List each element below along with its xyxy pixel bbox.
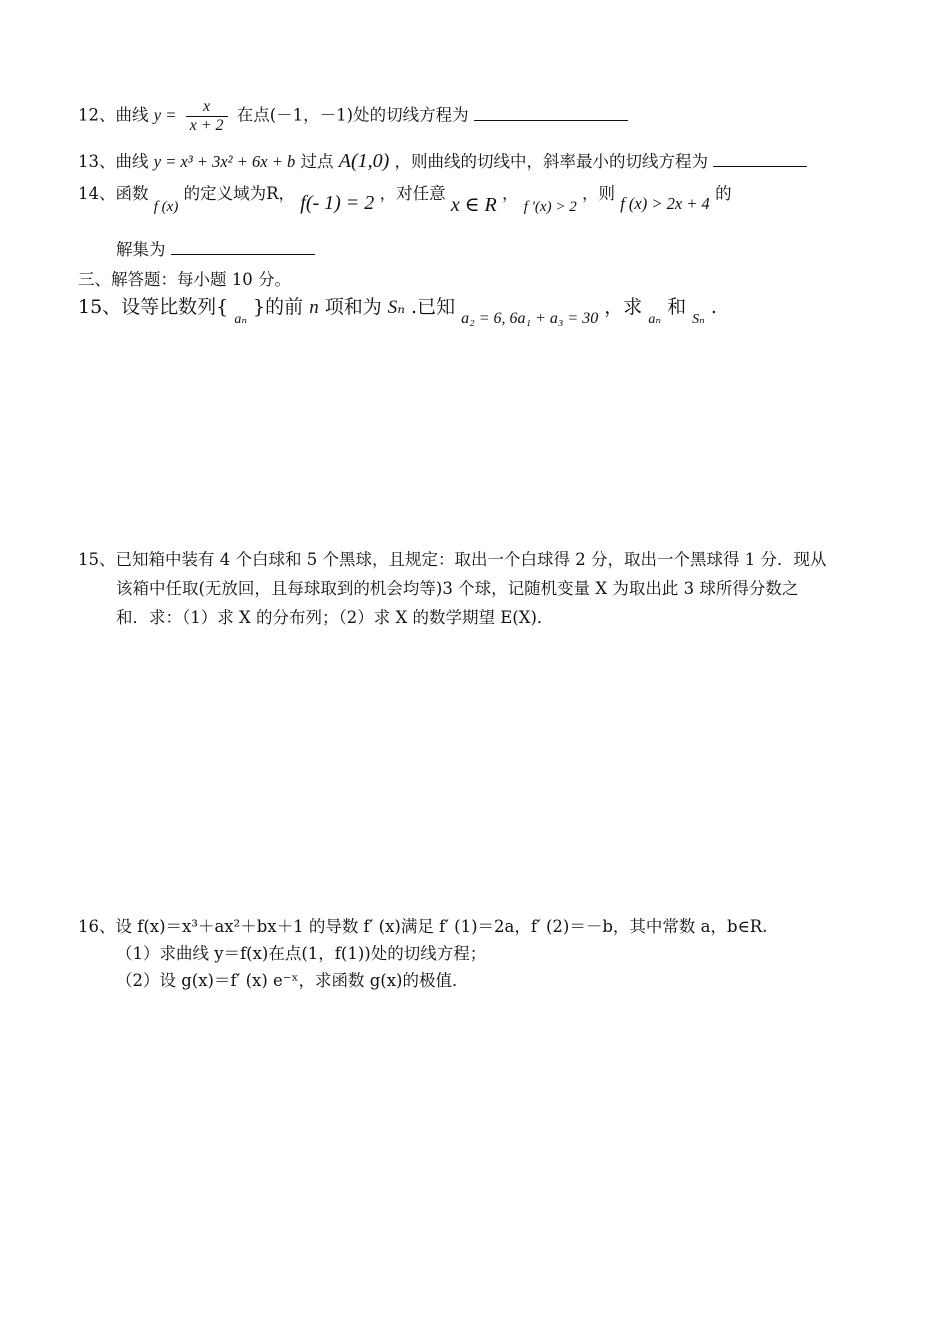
q14-text3: ，则 (581, 184, 615, 203)
q14-cond2: x ∈ R (450, 194, 497, 216)
q15a-sn2: Sₙ (692, 312, 705, 327)
q15a-n: n (309, 297, 319, 318)
q15a-an2: aₙ (648, 312, 662, 327)
q15a-sn: Sₙ (387, 297, 405, 318)
question-16 (78, 913, 878, 994)
q15b-line3: 和．求：（1）求 X 的分布列；（2）求 X 的数学期望 E(X)． (116, 608, 554, 627)
q15b-line2: 该箱中任取(无放回，且每球取到的机会均等)3 个球，记随机变量 X 为取出此 3 球所得分数之 (116, 579, 799, 598)
q15a-text3: .已知 (411, 296, 456, 318)
q12-frac-num: x (202, 98, 211, 115)
q15a-text1: }的前 (253, 296, 304, 318)
q15a-text2: 项和为 (324, 296, 382, 318)
q13-equation: y = x³ + 3x² + 6x + b (153, 152, 296, 171)
q12-eq-y: y = (153, 105, 177, 125)
q14-number: 14、函数 (78, 184, 149, 203)
question-14 (78, 180, 732, 216)
q16-line2: （1）求曲线 y＝f(x)在点(1，f(1))处的切线方程； (116, 944, 487, 963)
q14-text4: 的 (715, 184, 732, 203)
q12-fraction (186, 98, 228, 134)
q15a-end: . (710, 296, 717, 318)
q15a-text5: 和 (667, 296, 687, 318)
q13-answer-blank[interactable] (713, 165, 807, 167)
question-15a (78, 292, 717, 327)
q15b-line1: 15、已知箱中装有 4 个白球和 5 个黑球，且规定：取出一个白球得 2 分，取出一个黑球得 1 分．现从 (78, 550, 827, 569)
q15a-number: 15、设等比数列{ (78, 296, 229, 318)
q12-answer-blank[interactable] (474, 119, 628, 121)
q14-line2-text: 解集为 (116, 240, 166, 259)
question-14-line2 (116, 236, 315, 260)
q15a-text4: ，求 (604, 296, 643, 318)
question-15b (78, 545, 878, 632)
q13-number: 13、曲线 (78, 152, 149, 171)
question-13 (78, 148, 807, 173)
q15a-an: aₙ (234, 312, 247, 327)
q13-text2: ，则曲线的切线中，斜率最小的切线方程为 (394, 152, 709, 171)
section-3-heading: 三、解答题：每小题 10 分。 (78, 270, 291, 289)
q13-text1: 过点 (300, 152, 334, 171)
q12-frac-den: x + 2 (186, 116, 228, 135)
q14-fx: f (x) (153, 199, 179, 215)
q12-text: 在点(－1，－1)处的切线方程为 (236, 105, 469, 125)
q13-point: A(1,0) (338, 150, 390, 172)
q14-answer-blank[interactable] (171, 253, 315, 255)
q12-number: 12、曲线 (78, 105, 149, 125)
q14-cond3: f ′(x) > 2 (523, 199, 577, 215)
q14-text2: ，对任意 (379, 184, 446, 203)
q15a-cond: a₂ = 6, 6a₁ + a₃ = 30 (461, 310, 599, 327)
q14-cond4: f (x) > 2x + 4 (620, 194, 710, 213)
q14-text1: 的定义域为R， (183, 184, 296, 203)
q14-comma: ， (501, 184, 519, 203)
q14-cond1: f(- 1) = 2 (300, 192, 375, 214)
q16-line3: （2）设 g(x)＝f′ (x) e⁻ˣ，求函数 g(x)的极值． (116, 971, 469, 990)
q16-line1: 16、设 f(x)＝x³＋ax²＋bx＋1 的导数 f′ (x)满足 f′ (1)＝2a，f′ (2)＝－b，其中常数 a，b∈R. (78, 917, 768, 936)
question-12 (78, 98, 628, 134)
